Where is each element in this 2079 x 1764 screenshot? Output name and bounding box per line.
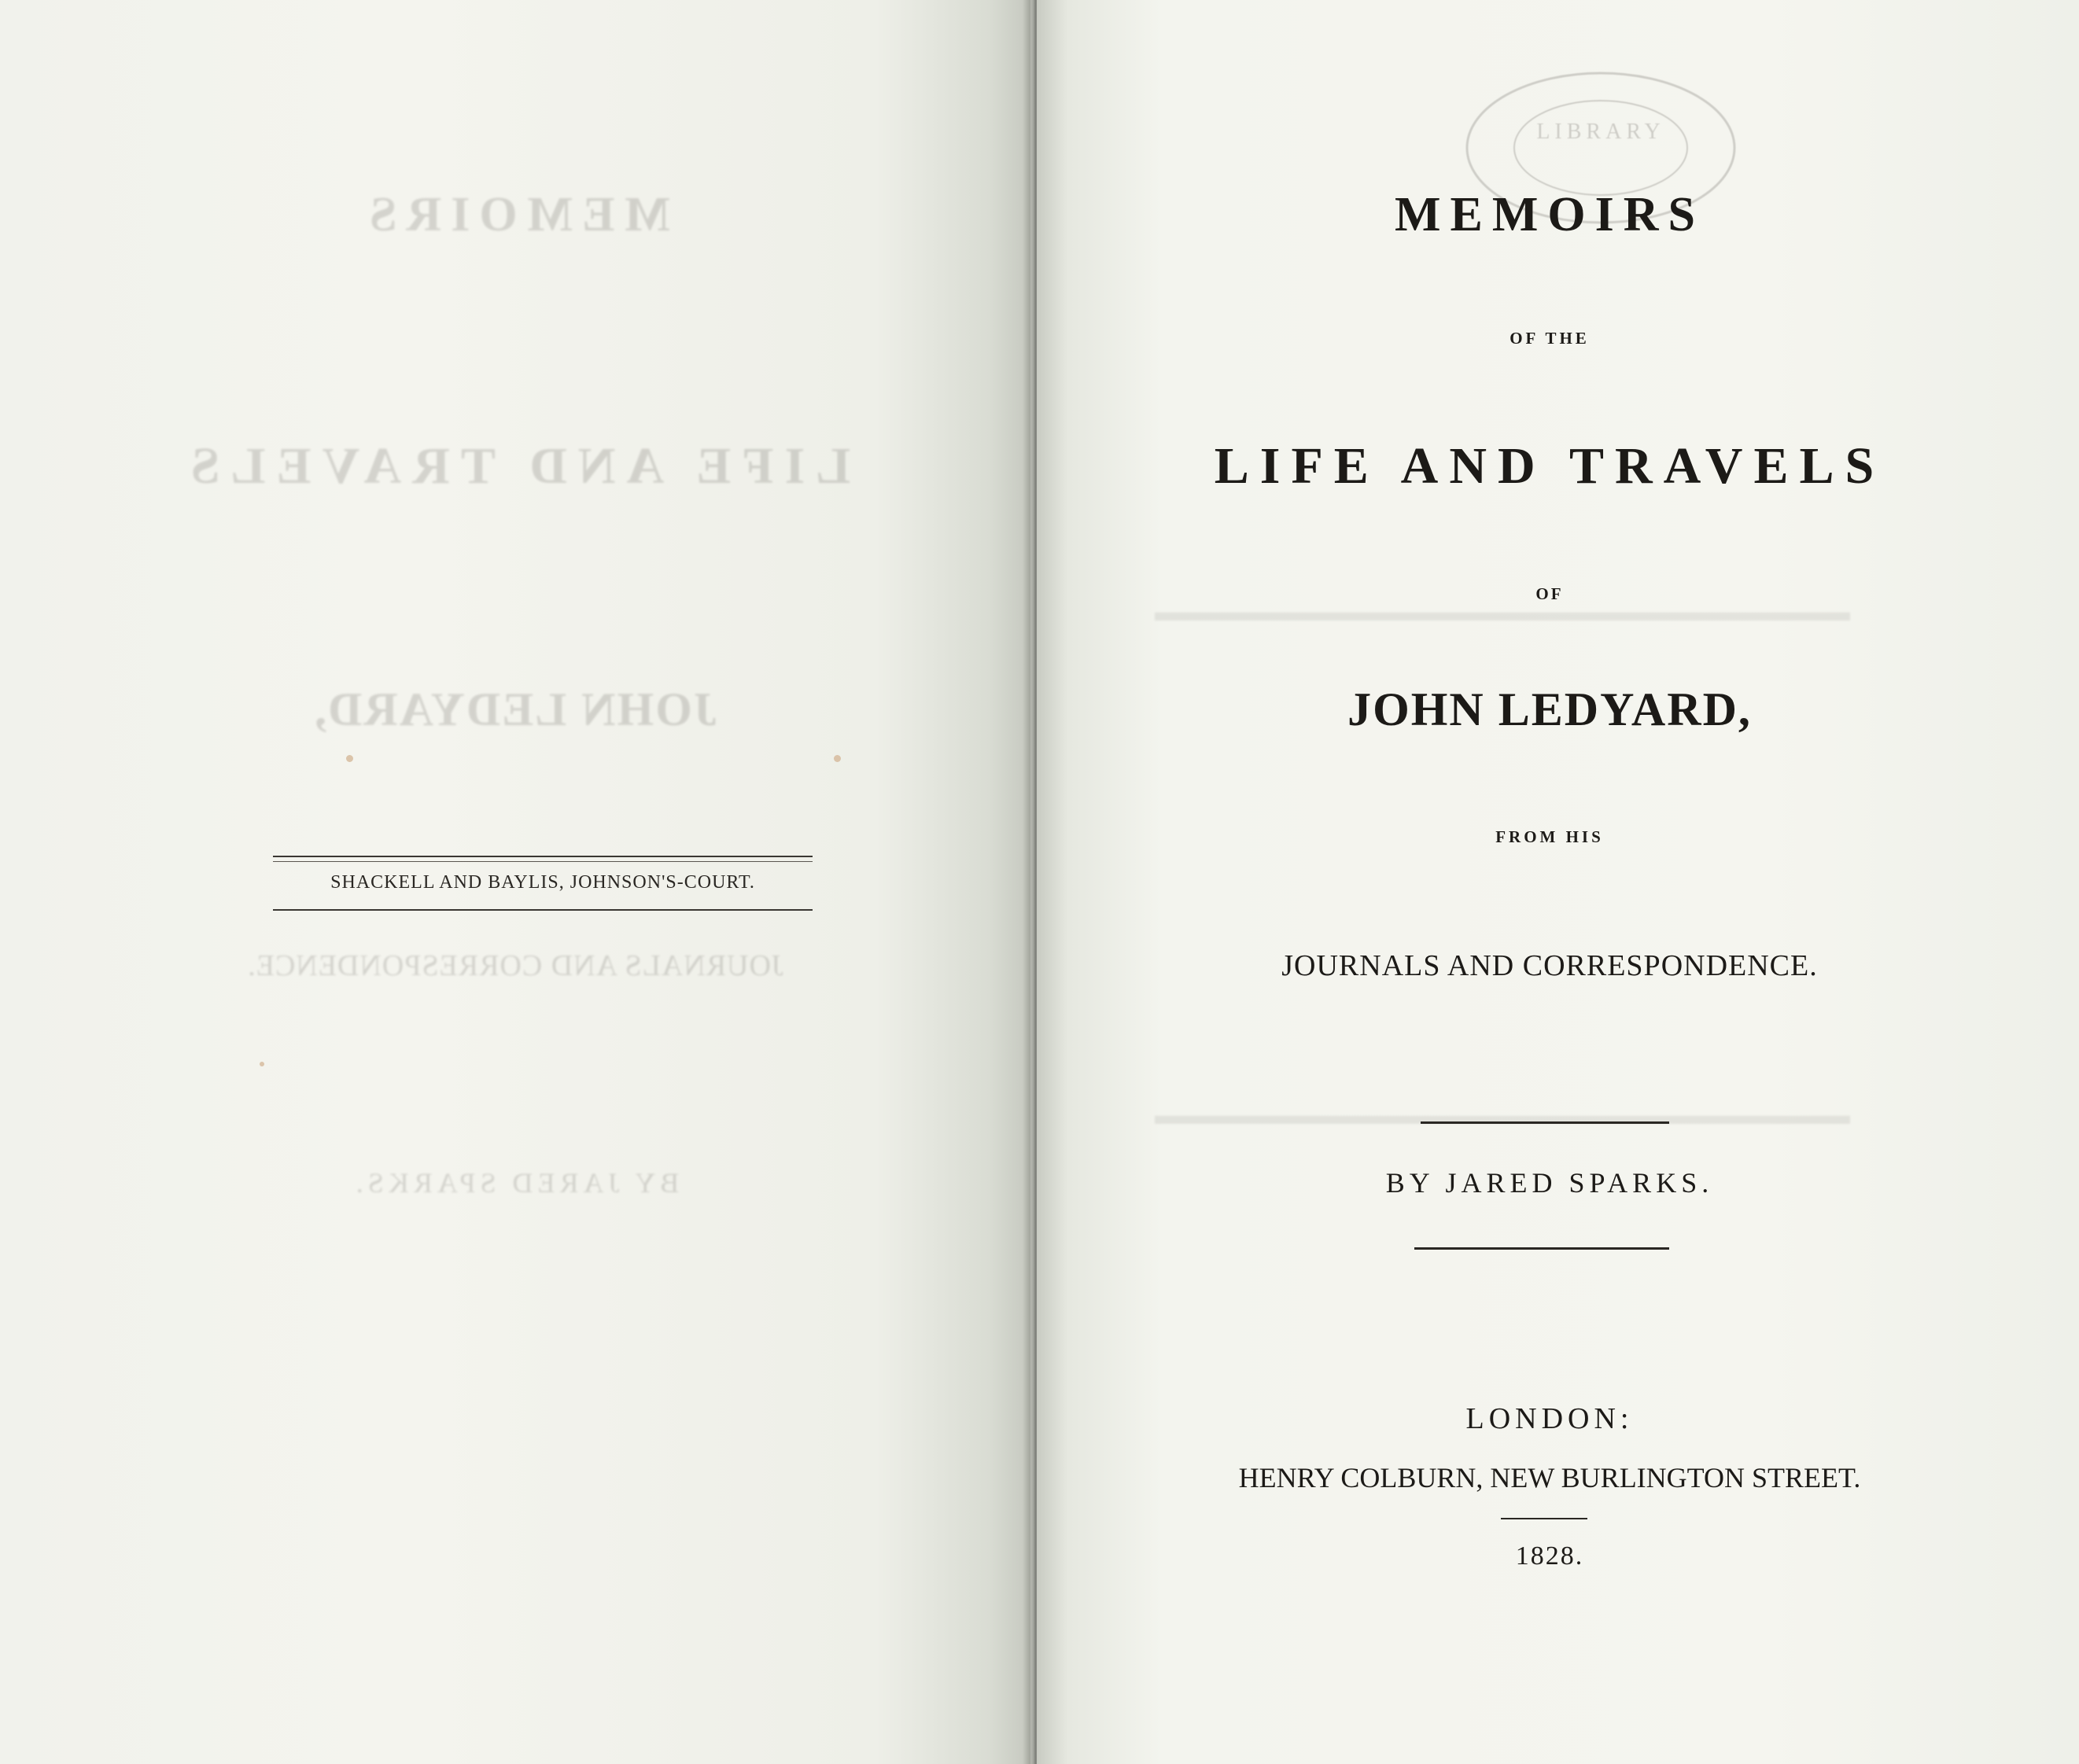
paper-speck xyxy=(834,755,841,762)
rule-above-author xyxy=(1421,1121,1669,1124)
of-label: OF xyxy=(1535,584,1564,603)
paper-speck xyxy=(346,755,353,762)
paper-speck xyxy=(260,1062,264,1066)
rule-below-author xyxy=(1414,1247,1669,1250)
sources-line: JOURNALS AND CORRESPONDENCE. xyxy=(1281,949,1818,982)
from-his-label: FROM HIS xyxy=(1495,827,1604,846)
subject-name: JOHN LEDYARD, xyxy=(1347,683,1752,735)
printer-imprint-text: SHACKELL AND BAYLIS, JOHNSON'S-COURT. xyxy=(330,872,755,893)
title-memoirs: MEMOIRS xyxy=(1395,188,1705,241)
show-through-journals: JOURNALS AND CORRESPONDENCE. xyxy=(247,949,783,982)
bleed-through-line: ▬▬▬▬▬▬▬▬▬▬▬▬▬▬▬▬▬▬▬▬▬▬▬▬▬▬ xyxy=(1155,598,1850,627)
library-stamp-text: LIBRARY xyxy=(1536,120,1665,144)
publisher-line: HENRY COLBURN, NEW BURLINGTON STREET. xyxy=(1238,1462,1861,1493)
bleed-through-line: ▬▬▬▬▬▬▬▬▬▬▬▬▬▬▬▬▬▬▬▬▬▬▬▬▬▬ xyxy=(1155,1101,1850,1130)
title-life-and-travels: LIFE AND TRAVELS xyxy=(1214,437,1885,495)
author-line: BY JARED SPARKS. xyxy=(1385,1167,1714,1199)
of-the-label: OF THE xyxy=(1509,329,1590,348)
show-through-name: JOHN LEDYARD, xyxy=(313,683,717,735)
printer-imprint xyxy=(273,856,813,911)
title-page xyxy=(1037,0,2079,1764)
show-through-life: LIFE AND TRAVELS xyxy=(179,437,851,495)
show-through-author: BY JARED SPARKS. xyxy=(351,1167,680,1199)
left-page xyxy=(0,0,1030,1764)
show-through-memoirs: MEMOIRS xyxy=(360,188,670,241)
imprint-place: LONDON: xyxy=(1465,1402,1634,1435)
publication-year: 1828. xyxy=(1515,1541,1584,1571)
rule-above-year xyxy=(1501,1518,1587,1519)
